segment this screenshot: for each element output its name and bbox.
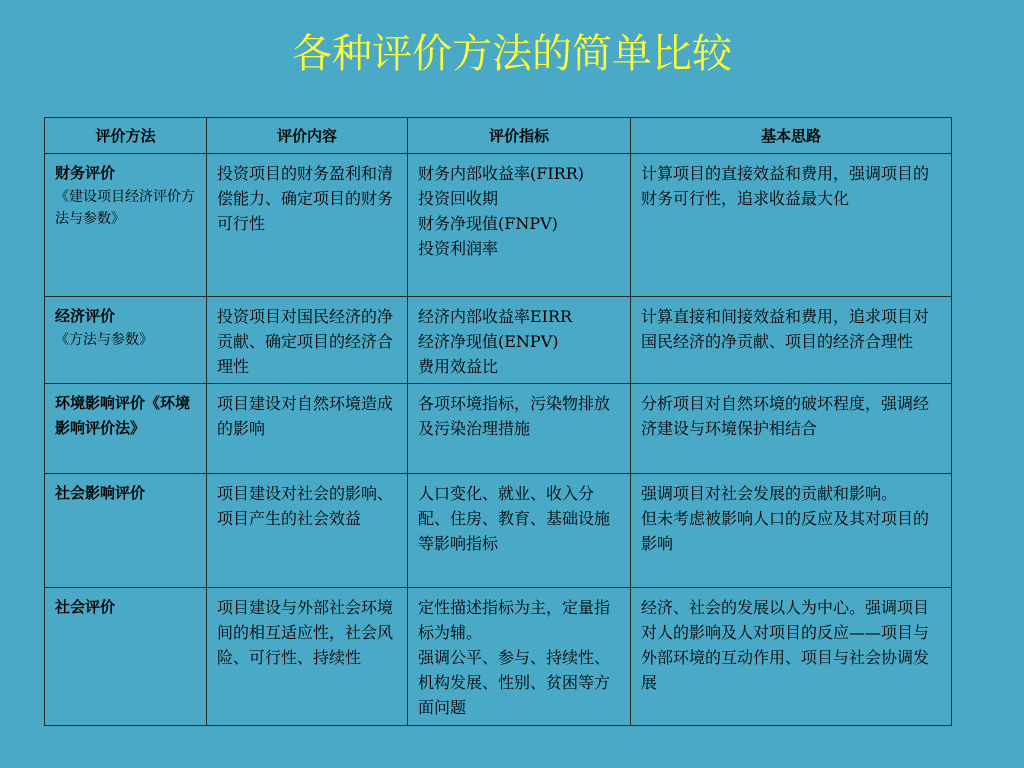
method-name: 社会影响评价 [55,484,146,502]
cell-content: 项目建设对自然环境造成的影响 [207,384,408,474]
table-row [45,588,952,726]
indicator-line: 费用效益比 [418,357,499,376]
indicator-line: 经济内部收益率EIRR [418,307,573,326]
indicator-line: 经济净现值(ENPV) [418,332,559,351]
method-reference: 《建设项目经济评价方法与参数》 [55,189,195,227]
cell-approach [631,297,952,384]
method-name: 财务评价 [55,164,116,182]
table-row [45,154,952,297]
header-approach: 基本思路 [631,118,952,154]
indicator-line: 财务内部收益率(FIRR) [418,164,585,183]
header-content: 评价内容 [207,118,408,154]
method-reference: 《方法与参数》 [55,332,153,348]
cell-approach [631,154,952,297]
table-header-row [45,118,952,154]
approach-line: 经济、社会的发展以人为中心。强调项目对人的影响及人对项目的反应——项目与外部环境的互动作用、项目与社会协调发展 [641,598,930,692]
header-indicators: 评价指标 [408,118,631,154]
indicator-line: 各项环境指标，污染物排放及污染治理措施 [418,394,611,438]
cell-approach [631,588,952,726]
cell-indicators [408,384,631,474]
indicator-line: 强调公平、参与、持续性、机构发展、性别、贫困等方面问题 [418,648,611,717]
slide-title: 各种评价方法的简单比较 [292,31,732,77]
approach-line: 计算项目的直接效益和费用，强调项目的财务可行性，追求收益最大化 [641,164,930,208]
table-row [45,474,952,588]
method-name: 经济评价 [55,307,116,325]
comparison-table [44,117,952,726]
cell-method [45,588,207,726]
cell-content: 投资项目对国民经济的净贡献、确定项目的经济合理性 [207,297,408,384]
method-name: 环境影响评价《环境影响评价法》 [55,394,191,437]
method-name: 社会评价 [55,598,116,616]
indicator-line: 财务净现值(FNPV) [418,214,558,233]
approach-line: 强调项目对社会发展的贡献和影响。 [641,484,898,503]
table-row [45,384,952,474]
cell-content: 投资项目的财务盈利和清偿能力、确定项目的财务可行性 [207,154,408,297]
indicator-line: 人口变化、就业、收入分配、住房、教育、基础设施等影响指标 [418,484,611,553]
cell-method [45,474,207,588]
cell-indicators [408,297,631,384]
cell-method [45,154,207,297]
approach-line: 但未考虑被影响人口的反应及其对项目的影响 [641,509,930,553]
cell-indicators [408,588,631,726]
indicator-line: 投资回收期 [418,189,499,208]
table-row [45,297,952,384]
cell-method [45,384,207,474]
cell-indicators [408,154,631,297]
cell-approach [631,474,952,588]
indicator-line: 投资利润率 [418,239,499,258]
approach-line: 计算直接和间接效益和费用，追求项目对国民经济的净贡献、项目的经济合理性 [641,307,930,351]
approach-line: 分析项目对自然环境的破坏程度，强调经济建设与环境保护相结合 [641,394,930,438]
header-method: 评价方法 [45,118,207,154]
indicator-line: 定性描述指标为主，定量指标为辅。 [418,598,611,642]
cell-content: 项目建设与外部社会环境间的相互适应性，社会风险、可行性、持续性 [207,588,408,726]
cell-indicators [408,474,631,588]
cell-approach [631,384,952,474]
cell-content: 项目建设对社会的影响、项目产生的社会效益 [207,474,408,588]
cell-method [45,297,207,384]
